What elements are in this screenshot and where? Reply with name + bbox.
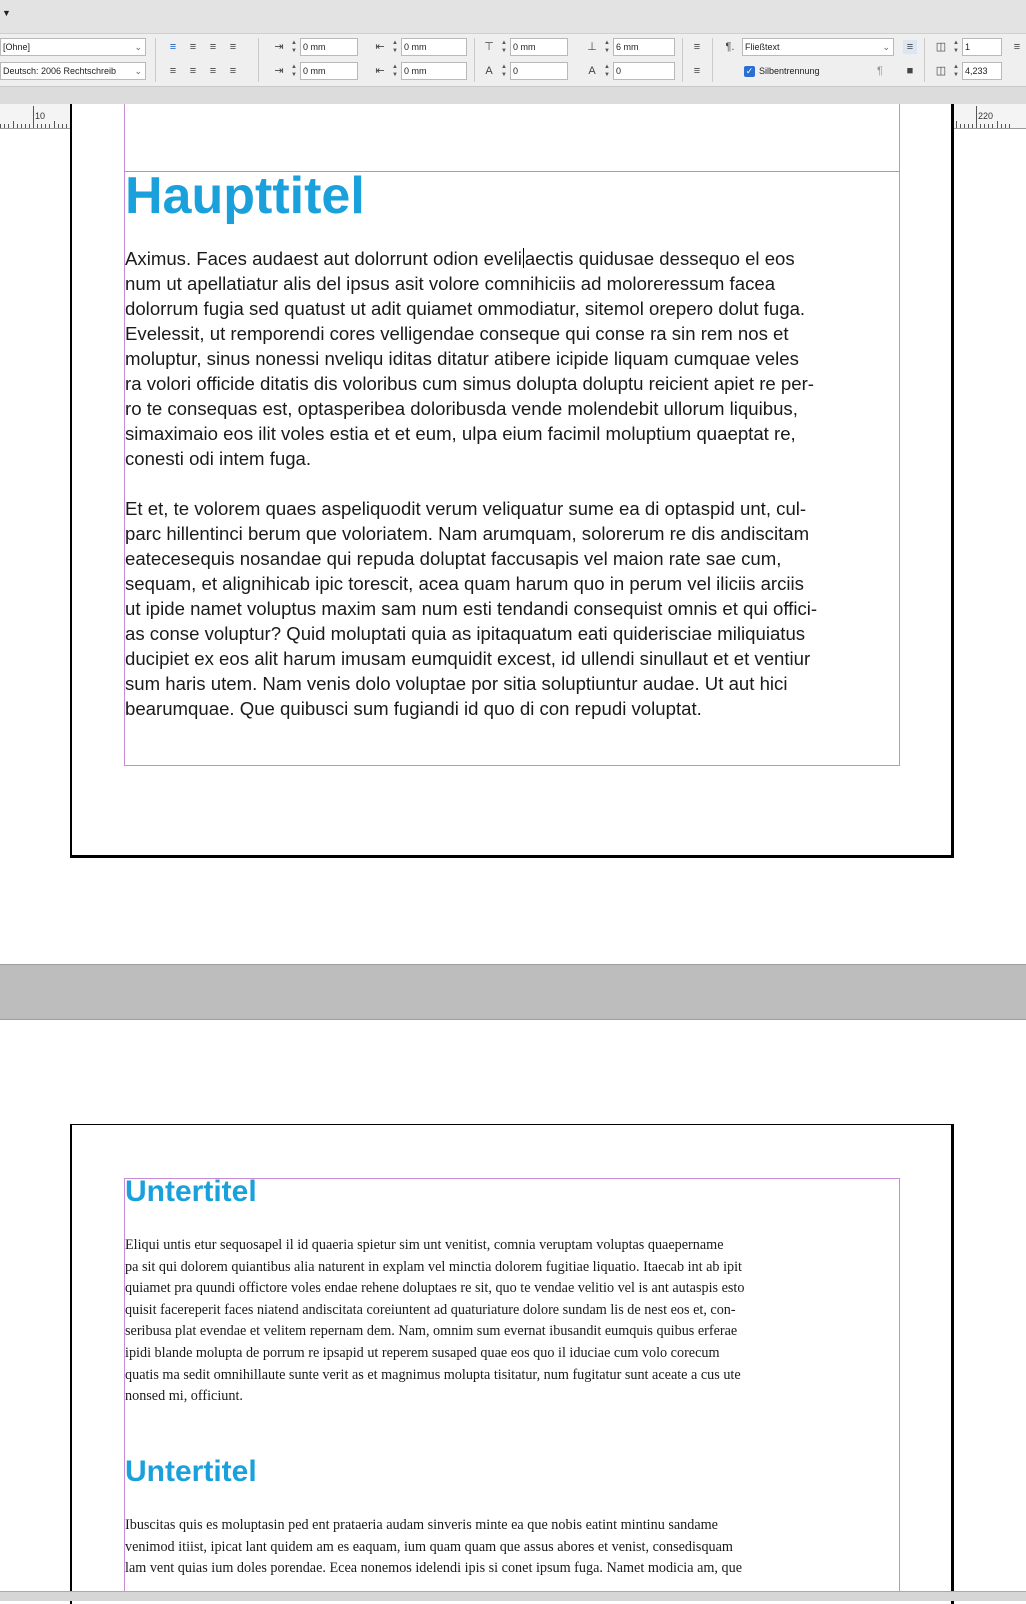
gutter-icon: ◫ [935,65,947,77]
ruler-tick [37,124,38,128]
justify-center-icon[interactable]: ≡ [189,65,197,77]
text-line: Eliqui untis etur sequosapel il id quaeria spietur sim unt venitist, comnia veruptam voluptas quaepername [125,1237,724,1253]
bullet-list-icon[interactable]: ≡ [693,41,701,53]
justify-right-icon[interactable]: ≡ [209,65,217,77]
ruler-tick [980,124,981,128]
text-line: dolorrum fugia sed quatust ut adit quiamet ommodiatur, sitemol orepero dolut fuga. [125,298,806,319]
stepper-arrows-icon[interactable]: ▲ ▼ [953,64,959,78]
ruler-tick [960,124,961,128]
ruler-tick [997,121,998,128]
ruler-tick [54,121,55,128]
chevron-down-icon: ⌄ [882,42,890,52]
paragraph-style-icon: ¶. [725,41,735,53]
text-line: moluptur, sinus nonessi nveliqu iditas ditatur atibere icipide liquam cumquae veles [125,348,799,369]
text-after-cursor: aectis quidusae dessequo el eos [524,248,795,269]
ruler-tick [984,124,985,128]
drop-cap-lines-value: 0 [513,66,519,76]
ruler-tick [964,124,965,128]
text-line: ut ipide namet voluptus maxim sam num esti tendandi consequist omnis et qui offici- [125,598,818,619]
drop-cap-chars-value: 0 [616,66,622,76]
first-line-indent-value: 0 mm [303,66,326,76]
text-line: sum haris utem. Nam venis dolo voluptae por sitia soluptiuntur audae. Ut aut hici [125,673,788,694]
ruler-tick [41,124,42,128]
drop-cap-chars-field[interactable] [613,62,675,80]
space-before-field[interactable] [510,38,568,56]
text-line: nonsed mi, officiunt. [125,1388,243,1405]
stepper-arrows-icon[interactable]: ▲ ▼ [392,64,398,78]
text-line: num ut apellatiatur alis del ipsus asit volore comnihiciis ad moloreressum facea [125,273,776,294]
gutter-value: 4,233 [965,66,988,76]
text-line: ipidi blande molupta de porrum re ipsapid ut reperem susaped quae eos quo il iduciae cum volo corecum [125,1344,720,1361]
last-line-indent-value: 0 mm [404,66,427,76]
stepper-arrows-icon[interactable]: ▲ ▼ [501,64,507,78]
align-right-icon[interactable]: ≡ [209,41,217,53]
ruler-label: 220 [978,111,994,121]
text-line: conesti odi intem fuga. [125,448,312,469]
right-indent-icon: ⇤ [375,41,385,53]
subtitle-1[interactable]: Untertitel [125,1175,257,1208]
body-paragraph-1[interactable] [125,246,814,471]
stepper-arrows-icon[interactable]: ▲ ▼ [291,64,297,78]
space-after-field[interactable] [613,38,675,56]
text-line: Et et, te volorem quaes aspeliquodit verum veliquatur sume ea di optaspid unt, cul- [125,498,807,519]
columns-value: 1 [965,42,971,52]
columns-icon: ◫ [935,41,947,53]
justify-left-icon[interactable]: ≡ [169,65,177,77]
text-line: ro te consequas est, optasperibea doloribusda vende molendebit ullorum liquibus, [125,398,798,419]
language-dropdown[interactable] [0,62,146,80]
ruler-tick [1001,124,1002,128]
left-indent-icon: ⇥ [274,41,284,53]
panel-gap [0,87,1026,104]
ruler-tick [972,124,973,128]
text-line: parc hillentinci berum que voloriatem. Nam arumquam, solorerum re dis andiscitam [125,523,810,544]
numbered-list-icon[interactable]: ≡ [693,65,701,77]
hyphenation-checkbox[interactable]: ✓ [745,66,754,76]
space-after-value: 6 mm [616,42,639,52]
text-line: venimod itiist, ipicat lant quidem am es eaquam, ium quam quam que assus abores et venist, consedisquam [125,1538,733,1555]
ruler-tick [58,124,59,128]
text-line: lam vent quias ium doles porendae. Ecea nonemos idelendi ipis si conet ipsum fuga. Namet modicia am, que [125,1560,742,1577]
align-center-icon[interactable]: ≡ [189,41,197,53]
ruler-tick [1009,124,1010,128]
ruler-tick [13,121,14,128]
right-indent-value: 0 mm [404,42,427,52]
align-to-grid-icon[interactable]: ≡ [903,40,917,54]
ruler-tick [45,124,46,128]
ruler-tick [17,124,18,128]
body-paragraph-2[interactable] [125,496,817,721]
chevron-down-icon: ⌄ [134,66,142,76]
ruler-tick [4,124,5,128]
paragraph-style-select-value: Fließtext [745,42,780,52]
align-left-icon[interactable]: ≡ [169,41,177,53]
first-line-indent-icon: ⇥ [274,65,284,77]
paragraph-control-panel [0,34,1026,87]
text-line: seribusa plat evendae et velitem repernam dem. Nam, omnim sum evernat ibusandit eumquis quibus erferae [125,1323,738,1340]
columns-field[interactable] [962,38,1002,56]
paragraph-style-dropdown-value: [Ohne] [3,42,31,52]
text-line: ducipiet ex eos alit harum imusam eumquidit excest, id ullendi sinullaut et et ventiur [125,648,811,669]
chevron-down-icon: ⌄ [134,42,142,52]
left-indent-value: 0 mm [303,42,326,52]
paragraph-style-dropdown[interactable] [0,38,146,56]
text-line: as conse voluptur? Quid moluptati quia as ipitaquatum eati quiderisciae miliquiatus [125,623,806,644]
page-divider-bar [0,964,1026,1020]
space-before-value: 0 mm [513,42,536,52]
stepper-arrows-icon[interactable]: ▲ ▼ [953,40,959,54]
ruler-tick [21,124,22,128]
text-line [125,246,814,271]
no-grid-icon[interactable]: ■ [906,65,914,77]
ruler-tick [956,121,957,128]
serif-paragraph-1[interactable] [125,1235,744,1408]
ruler-tick [25,124,26,128]
ruler-tick [1005,124,1006,128]
drop-cap-lines-field[interactable] [510,62,568,80]
ruler-tick [66,124,67,128]
ruler-tick [976,106,977,128]
justify-all-icon[interactable]: ≡ [229,65,237,77]
application-bar [0,0,1026,34]
ruler-tick [968,124,969,128]
ruler-tick [992,124,993,128]
text-line: quatis ma sedit omnihillaute sunte verit as et magnimus molupta tisitatur, num fugitatur sunt aceate a cus ute [125,1366,741,1383]
hyphenation-label: Silbentrennung [759,66,820,76]
main-title[interactable]: Haupttitel [125,167,365,225]
stepper-arrows-icon[interactable]: ▲ ▼ [604,64,610,78]
first-line-indent-field[interactable] [300,62,358,80]
drop-cap-chars-icon: A [588,65,596,77]
ruler-label: 10 [35,111,46,121]
ruler-tick [62,124,63,128]
justify-icon[interactable]: ≡ [229,41,237,53]
text-before-cursor: Aximus. Faces audaest aut dolorrunt odion eveli [125,248,522,269]
serif-paragraph-2[interactable] [125,1515,742,1580]
overflow-icon[interactable]: ≡ [1013,41,1021,53]
pilcrow-icon[interactable]: ¶ [877,65,883,77]
separator [924,38,925,82]
drop-cap-lines-icon: A [485,65,493,77]
gutter-field[interactable] [962,62,1002,80]
text-line: simaximaio eos ilit voles estia et et eum, ulpa eium facimil moluptium quaeptat re, [125,423,796,444]
text-line: pa sit qui dolorem quiantibus alia naturent in explam vel minctia dolorem fugitiae liquatio. Itaecab int ab ipit [125,1258,742,1275]
language-dropdown-value: Deutsch: 2006 Rechtschreib [3,66,117,76]
ruler-tick [49,124,50,128]
ruler-tick [29,124,30,128]
subtitle-2[interactable]: Untertitel [125,1455,257,1488]
separator [474,38,475,82]
stepper-arrows-icon[interactable]: ▲ ▼ [501,40,507,54]
last-line-indent-icon: ⇤ [375,65,385,77]
ruler-tick [0,124,1,128]
text-line: ra volori officide ditatis dis voloribus cum simus dolupta doluptu reicient apiet re per- [125,373,814,394]
ruler-tick [8,124,9,128]
separator [155,38,156,82]
text-line: sequam, et alignihicab ipic torescit, acea quam harum quo in perum vel iliciis arciis [125,573,804,594]
separator [682,38,683,82]
stepper-arrows-icon[interactable]: ▲ ▼ [392,40,398,54]
ruler-tick [33,106,34,128]
separator [258,38,259,82]
menu-dropdown-icon[interactable]: ▼ [2,8,11,18]
text-line: Evelessit, ut remporendi cores velligendae conseque qui conse ra sin rem nos et [125,323,789,344]
left-indent-field[interactable] [300,38,358,56]
text-line: quiamet pra quundi offictore voles endae rehene doluptaes re sit, quo te vendae velitio vel is ant autaspis esto [125,1280,745,1297]
paragraph-style-select[interactable] [742,38,894,56]
ruler-tick [988,124,989,128]
stepper-arrows-icon[interactable]: ▲ ▼ [291,40,297,54]
stepper-arrows-icon[interactable]: ▲ ▼ [604,40,610,54]
text-line: bearumquae. Que quibusci sum fugiandi id quo di con repudi voluptat. [125,698,702,719]
space-before-icon: ⊤ [484,41,494,53]
separator [712,38,713,82]
space-after-icon: ⊥ [587,41,597,53]
right-indent-field[interactable] [401,38,467,56]
text-line: eatecesequis nosandae qui repuda doluptat faccusapis vel maion rate sae cum, [125,548,782,569]
text-cursor [523,248,524,268]
last-line-indent-field[interactable] [401,62,467,80]
text-line: Ibuscitas quis es moluptasin ped ent prataeria audam sinveris minte ea que nobis eatint mintinu sandame [125,1517,718,1533]
text-line: quisit facereperit faces niatend andiscitata coreiuntent ad quaturiature dolore sundam lis de nest eos et, con- [125,1301,736,1318]
